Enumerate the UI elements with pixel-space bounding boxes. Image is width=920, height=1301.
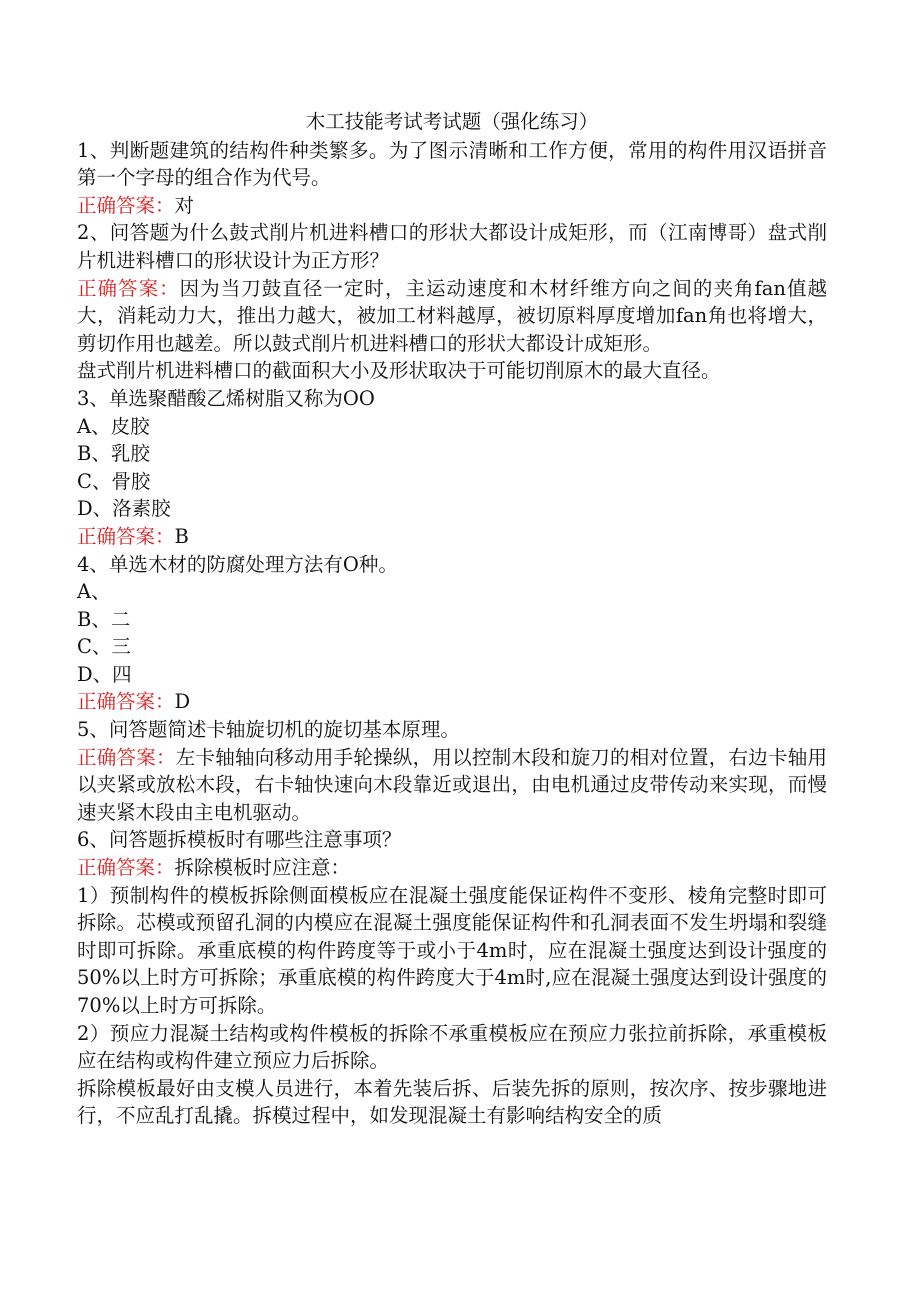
q1-answer bbox=[77, 192, 827, 220]
q6-answer bbox=[77, 854, 827, 882]
q4-option-a: A、 bbox=[77, 580, 111, 604]
document-page bbox=[77, 108, 827, 1130]
q6-question: 6、问答题拆模板时有哪些注意事项？ bbox=[77, 828, 402, 852]
answer-value: D bbox=[174, 690, 191, 714]
answer-value: B bbox=[174, 524, 189, 548]
answer-label: 正确答案： bbox=[77, 745, 176, 769]
q3-option-c: C、骨胶 bbox=[77, 469, 151, 493]
q4-answer bbox=[77, 688, 827, 716]
answer-label: 正确答案： bbox=[77, 690, 175, 714]
q3-answer bbox=[77, 523, 827, 551]
q2-question: 2、问答题为什么鼓式削片机进料槽口的形状大都设计成矩形，而（江南博哥）盘式削片机进料槽口的形状设计为正方形？ bbox=[77, 221, 827, 272]
answer-label: 正确答案： bbox=[77, 276, 180, 300]
q6-paragraph-3: 拆除模板最好由支模人员进行，本着先装后拆、后装先拆的原则，按次序、按步骤地进行，不应乱打乱撬。拆模过程中，如发现混凝土有影响结构安全的质 bbox=[77, 1076, 827, 1128]
q3-option-d: D、洛素胶 bbox=[77, 497, 171, 521]
q4-option-d: D、四 bbox=[77, 662, 132, 686]
q4-question: 4、单选木材的防腐处理方法有O种。 bbox=[77, 552, 398, 576]
q1-question: 1、判断题建筑的结构件种类繁多。为了图示清晰和工作方便，常用的构件用汉语拼音第一个字母的组合作为代号。 bbox=[77, 138, 827, 190]
answer-value: 拆除模板时应注意： bbox=[174, 856, 351, 880]
answer-label: 正确答案： bbox=[77, 524, 175, 548]
q5-answer bbox=[77, 744, 827, 827]
q2-answer bbox=[77, 275, 827, 358]
answer-value: 左卡轴轴向移动用手轮操纵，用以控制木段和旋刀的相对位置，右边卡轴用以夹紧或放松木段，右卡轴快速向木段靠近或退出，由电机通过皮带传动来实现，而慢速夹紧木段由主电机驱动。 bbox=[77, 745, 827, 824]
q6-paragraph-2: 2）预应力混凝土结构或构件模板的拆除不承重模板应在预应力张拉前拆除，承重模板应在结构或构件建立预应力后拆除。 bbox=[77, 1021, 827, 1073]
answer-value: 对 bbox=[174, 193, 195, 217]
q4-option-c: C、三 bbox=[77, 635, 131, 659]
q3-question: 3、单选聚醋酸乙烯树脂又称为OO bbox=[77, 386, 375, 410]
q3-option-b: B、乳胶 bbox=[77, 442, 150, 466]
q4-option-b: B、二 bbox=[77, 607, 131, 631]
answer-label: 正确答案： bbox=[77, 193, 175, 217]
q2-answer-extra: 盘式削片机进料槽口的截面积大小及形状取决于可能切削原木的最大直径。 bbox=[77, 359, 721, 383]
answer-value: 因为当刀鼓直径一定时，主运动速度和木材纤维方向之间的夹角fan值越大，消耗动力大，推出力越大，被加工材料越厚，被切原料厚度增加fan角也将增大，剪切作用也越差。所以鼓式削片机进料槽口的形状大都设计成矩形。 bbox=[77, 276, 827, 355]
q6-paragraph-1: 1）预制构件的模板拆除侧面模板应在混凝土强度能保证构件不变形、棱角完整时即可拆除。芯模或预留孔洞的内模应在混凝土强度能保证构件和孔洞表面不发生坍塌和裂缝时即可拆除。承重底模的构件跨度等于或小于4m时，应在混凝土强度达到设计强度的50%以上时方可拆除；承重底模的构件跨度大于4m时,应在混凝土强度达到设计强度的70%以上时方可拆除。 bbox=[77, 883, 827, 1017]
page-title: 木工技能考试考试题（强化练习） bbox=[305, 110, 599, 133]
answer-label: 正确答案： bbox=[77, 856, 175, 880]
q5-question: 5、问答题简述卡轴旋切机的旋切基本原理。 bbox=[77, 718, 460, 742]
q3-option-a: A、皮胶 bbox=[77, 414, 150, 438]
